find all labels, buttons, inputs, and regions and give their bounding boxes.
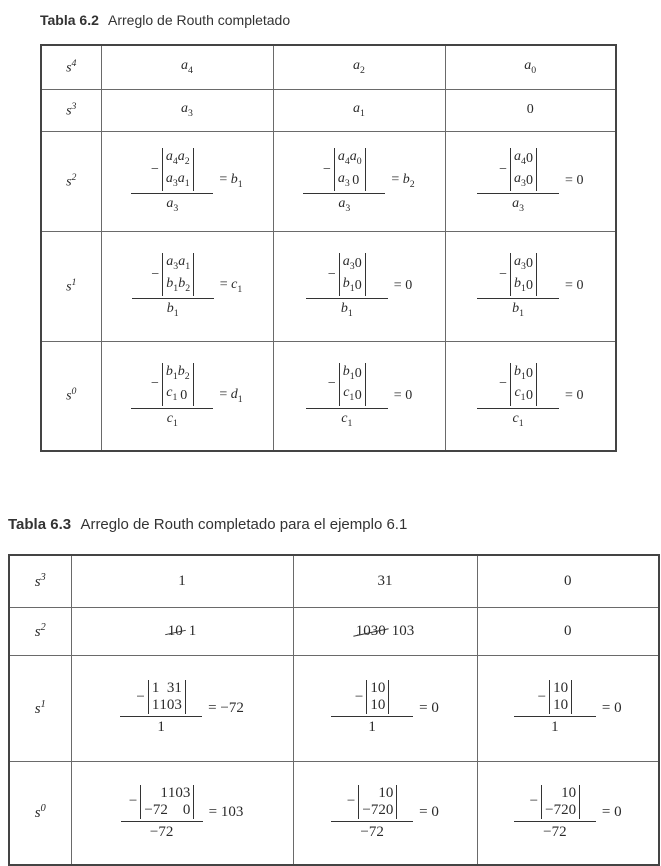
determinant: 1 103 −72 0	[140, 785, 194, 819]
determinant: 1 0 −72 0	[358, 785, 397, 819]
caption-text: Arreglo de Routh completado	[108, 12, 291, 28]
determinant: $b_1$ 0 $c_1$ 0	[339, 363, 366, 407]
determinant: $a_3$ 0 $b_1$ 0	[510, 253, 537, 297]
cell	[273, 341, 445, 451]
cell: 10 1	[71, 607, 293, 655]
cell: $a_2$	[273, 45, 445, 89]
determinant-expression: − 1 0 1 0 1 = 0	[331, 680, 439, 736]
routh-table-6-2	[40, 44, 617, 452]
cell: $a_3$	[101, 89, 273, 131]
determinant-expression: − $a_3$ $a_1$ $b_1$ $b_2$ $b_1$ = $c_1$	[132, 253, 243, 319]
determinant-expression: − $a_3$ 0 $b_1$ 0 $b_1$ = 0	[306, 253, 412, 319]
determinant-expression: − $b_1$ $b_2$ $c_1$ 0 $c_1$ = $d_1$	[131, 363, 242, 429]
row-s0	[41, 341, 616, 451]
row-s4	[41, 45, 616, 89]
cell	[477, 761, 659, 865]
determinant: $a_4$ 0 $a_3$ 0	[510, 148, 537, 192]
power-label: $s^4$	[41, 45, 101, 89]
determinant-expression: − $b_1$ 0 $c_1$ 0 $c_1$ = 0	[306, 363, 412, 429]
determinant: 1 0 1 0	[366, 680, 389, 714]
determinant-expression: − 1 31 1 103 1 = −72	[120, 680, 244, 736]
caption-number: Tabla 6.3	[8, 516, 72, 533]
determinant: $b_1$ 0 $c_1$ 0	[510, 363, 537, 407]
struck-value: 10	[167, 622, 183, 639]
power-label: $s^2$	[9, 607, 71, 655]
cell	[293, 655, 477, 761]
row-s3	[41, 89, 616, 131]
cell: 0	[477, 555, 659, 607]
table-6-2-caption	[40, 12, 290, 28]
cell	[273, 131, 445, 231]
cell	[445, 341, 616, 451]
determinant: $a_3$ 0 $b_1$ 0	[339, 253, 366, 297]
cell	[101, 231, 273, 341]
power-label: $s^0$	[41, 341, 101, 451]
determinant: $a_3$ $a_1$ $b_1$ $b_2$	[162, 253, 194, 297]
cell	[101, 131, 273, 231]
cell	[445, 231, 616, 341]
determinant-expression: − 1 0 1 0 1 = 0	[514, 680, 622, 736]
cell	[101, 341, 273, 451]
cell	[71, 761, 293, 865]
power-label: $s^3$	[9, 555, 71, 607]
power-label: $s^3$	[41, 89, 101, 131]
determinant: 1 0 −72 0	[541, 785, 580, 819]
determinant-expression: − $a_4$ $a_0$ $a_3$ 0 $a_3$ = $b_2$	[303, 148, 414, 214]
determinant-expression: − 1 103 −72 0 −72 = 103	[121, 785, 244, 841]
cell	[445, 131, 616, 231]
determinant-expression: − $a_3$ 0 $b_1$ 0 $b_1$ = 0	[477, 253, 583, 319]
cell: $a_4$	[101, 45, 273, 89]
cell: 31	[293, 555, 477, 607]
determinant-expression: − $a_4$ $a_2$ $a_3$ $a_1$ $a_3$ = $b_1$	[131, 148, 242, 214]
determinant: 1 31 1 103	[148, 680, 186, 714]
determinant: $a_4$ $a_0$ $a_3$ 0	[334, 148, 366, 192]
cell	[71, 655, 293, 761]
determinant-expression: − 1 0 −72 0 −72 = 0	[514, 785, 622, 841]
power-label: $s^1$	[41, 231, 101, 341]
cell: 0	[477, 607, 659, 655]
row-s1	[9, 655, 659, 761]
determinant-expression: − 1 0 −72 0 −72 = 0	[331, 785, 439, 841]
routh-table-6-3	[8, 554, 660, 866]
determinant: $a_4$ $a_2$ $a_3$ $a_1$	[162, 148, 194, 192]
cell: 1030 103	[293, 607, 477, 655]
cell: 0	[445, 89, 616, 131]
row-s3	[9, 555, 659, 607]
struck-value: 1030	[355, 622, 386, 639]
cell	[273, 231, 445, 341]
row-s2	[9, 607, 659, 655]
power-label: $s^0$	[9, 761, 71, 865]
row-s2	[41, 131, 616, 231]
table-6-3-caption	[8, 516, 407, 533]
caption-number: Tabla 6.2	[40, 12, 99, 28]
power-label: $s^2$	[41, 131, 101, 231]
power-label: $s^1$	[9, 655, 71, 761]
cell	[293, 761, 477, 865]
caption-text: Arreglo de Routh completado para el ejemplo 6.1	[80, 516, 408, 533]
cell: $a_0$	[445, 45, 616, 89]
cell: 1	[71, 555, 293, 607]
determinant: 1 0 1 0	[549, 680, 572, 714]
determinant-expression: − $b_1$ 0 $c_1$ 0 $c_1$ = 0	[477, 363, 583, 429]
row-s1	[41, 231, 616, 341]
determinant: $b_1$ $b_2$ $c_1$ 0	[162, 363, 194, 407]
cell: $a_1$	[273, 89, 445, 131]
cell	[477, 655, 659, 761]
determinant-expression: − $a_4$ 0 $a_3$ 0 $a_3$ = 0	[477, 148, 583, 214]
row-s0	[9, 761, 659, 865]
